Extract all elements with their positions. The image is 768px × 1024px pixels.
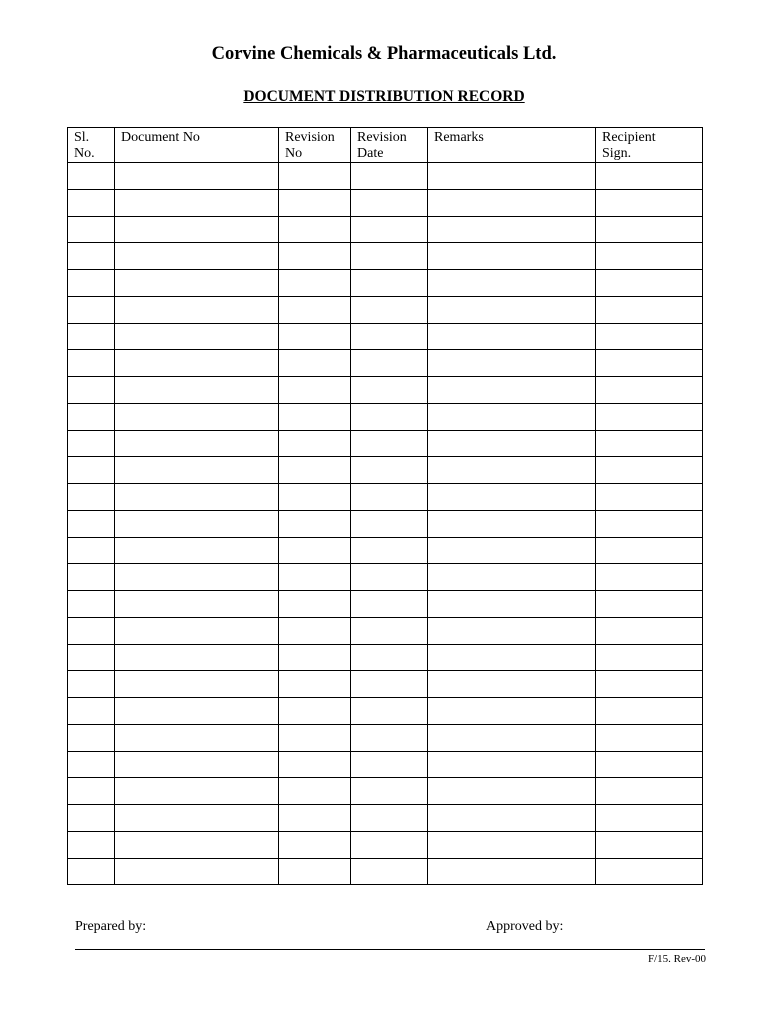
table-cell[interactable] (115, 617, 279, 644)
table-cell[interactable] (596, 698, 703, 725)
column-header-recipient-sign: Recipient Sign. (596, 128, 703, 163)
table-cell[interactable] (68, 724, 115, 751)
table-cell[interactable] (115, 751, 279, 778)
table-cell[interactable] (279, 484, 351, 511)
column-header-revision-no: Revision No (279, 128, 351, 163)
table-cell[interactable] (351, 270, 428, 297)
table-row (68, 430, 703, 457)
table-row (68, 163, 703, 190)
table-cell[interactable] (68, 698, 115, 725)
table-cell[interactable] (115, 510, 279, 537)
table-cell[interactable] (115, 778, 279, 805)
table-row (68, 724, 703, 751)
table-cell[interactable] (115, 270, 279, 297)
table-cell[interactable] (68, 831, 115, 858)
table-cell[interactable] (68, 189, 115, 216)
table-cell[interactable] (68, 671, 115, 698)
table-cell[interactable] (428, 243, 596, 270)
table-row (68, 189, 703, 216)
table-cell[interactable] (596, 296, 703, 323)
table-cell[interactable] (428, 724, 596, 751)
table-cell[interactable] (428, 216, 596, 243)
table-cell[interactable] (68, 778, 115, 805)
column-header-document-no: Document No (115, 128, 279, 163)
table-cell[interactable] (428, 270, 596, 297)
table-cell[interactable] (68, 858, 115, 885)
table-cell[interactable] (351, 831, 428, 858)
table-cell[interactable] (351, 323, 428, 350)
table-cell[interactable] (279, 831, 351, 858)
table-cell[interactable] (115, 189, 279, 216)
table-cell[interactable] (68, 751, 115, 778)
table-cell[interactable] (279, 163, 351, 190)
table-row (68, 350, 703, 377)
table-cell[interactable] (596, 778, 703, 805)
table-cell[interactable] (596, 377, 703, 404)
table-cell[interactable] (279, 805, 351, 832)
table-cell[interactable] (279, 617, 351, 644)
table-cell[interactable] (596, 243, 703, 270)
table-header-row (68, 128, 703, 163)
table-cell[interactable] (351, 189, 428, 216)
table-cell[interactable] (279, 216, 351, 243)
table-cell[interactable] (351, 564, 428, 591)
table-cell[interactable] (115, 564, 279, 591)
table-row (68, 403, 703, 430)
table-cell[interactable] (428, 751, 596, 778)
table-cell[interactable] (115, 644, 279, 671)
table-cell[interactable] (596, 831, 703, 858)
table-cell[interactable] (428, 617, 596, 644)
table-cell[interactable] (428, 778, 596, 805)
table-cell[interactable] (68, 216, 115, 243)
table-cell[interactable] (68, 296, 115, 323)
table-cell[interactable] (279, 377, 351, 404)
table-row (68, 377, 703, 404)
table-cell[interactable] (68, 377, 115, 404)
table-cell[interactable] (351, 644, 428, 671)
table-row (68, 858, 703, 885)
table-cell[interactable] (115, 163, 279, 190)
table-cell[interactable] (351, 617, 428, 644)
table-cell[interactable] (428, 403, 596, 430)
table-cell[interactable] (596, 858, 703, 885)
table-cell[interactable] (596, 751, 703, 778)
table-cell[interactable] (279, 243, 351, 270)
table-cell[interactable] (68, 564, 115, 591)
table-cell[interactable] (68, 430, 115, 457)
table-row (68, 216, 703, 243)
column-header-revision-date: Revision Date (351, 128, 428, 163)
table-row (68, 564, 703, 591)
table-cell[interactable] (279, 350, 351, 377)
table-cell[interactable] (115, 671, 279, 698)
table-cell[interactable] (115, 243, 279, 270)
table-cell[interactable] (115, 296, 279, 323)
table-row (68, 537, 703, 564)
table-cell[interactable] (115, 805, 279, 832)
table-cell[interactable] (596, 403, 703, 430)
table-cell[interactable] (279, 457, 351, 484)
table-cell[interactable] (279, 644, 351, 671)
table-cell[interactable] (596, 189, 703, 216)
table-cell[interactable] (279, 751, 351, 778)
table-cell[interactable] (596, 671, 703, 698)
approved-by-label: Approved by: (486, 919, 564, 934)
table-cell[interactable] (279, 323, 351, 350)
table-cell[interactable] (428, 537, 596, 564)
table-row (68, 698, 703, 725)
table-row (68, 510, 703, 537)
table-cell[interactable] (279, 698, 351, 725)
table-cell[interactable] (279, 510, 351, 537)
table-cell[interactable] (68, 457, 115, 484)
table-cell[interactable] (428, 377, 596, 404)
table-row (68, 243, 703, 270)
table-row (68, 296, 703, 323)
table-cell[interactable] (596, 617, 703, 644)
table-row (68, 831, 703, 858)
table-cell[interactable] (279, 537, 351, 564)
document-title-text: DOCUMENT DISTRIBUTION RECORD (243, 88, 525, 105)
table-row (68, 484, 703, 511)
table-cell[interactable] (428, 564, 596, 591)
table-cell[interactable] (115, 484, 279, 511)
table-cell[interactable] (279, 591, 351, 618)
table-cell[interactable] (428, 671, 596, 698)
company-name: Corvine Chemicals & Pharmaceuticals Ltd. (211, 44, 557, 64)
table-cell[interactable] (115, 350, 279, 377)
table-cell[interactable] (115, 724, 279, 751)
table-cell[interactable] (115, 216, 279, 243)
table-cell[interactable] (596, 270, 703, 297)
table-cell[interactable] (279, 858, 351, 885)
table-cell[interactable] (428, 323, 596, 350)
table-row (68, 778, 703, 805)
table-cell[interactable] (351, 457, 428, 484)
table-cell[interactable] (115, 858, 279, 885)
table-cell[interactable] (596, 323, 703, 350)
table-cell[interactable] (115, 377, 279, 404)
table-cell[interactable] (351, 350, 428, 377)
table-cell[interactable] (68, 243, 115, 270)
table-cell[interactable] (351, 377, 428, 404)
table-cell[interactable] (596, 591, 703, 618)
column-header-remarks: Remarks (428, 128, 596, 163)
table-cell[interactable] (596, 537, 703, 564)
table-cell[interactable] (596, 163, 703, 190)
table-cell[interactable] (115, 430, 279, 457)
table-cell[interactable] (279, 564, 351, 591)
table-cell[interactable] (351, 724, 428, 751)
table-cell[interactable] (115, 323, 279, 350)
table-cell[interactable] (115, 457, 279, 484)
table-cell[interactable] (351, 591, 428, 618)
table-row (68, 323, 703, 350)
table-cell[interactable] (279, 189, 351, 216)
table-cell[interactable] (115, 403, 279, 430)
table-cell[interactable] (596, 724, 703, 751)
table-cell[interactable] (351, 163, 428, 190)
table-cell[interactable] (428, 831, 596, 858)
distribution-record-table (67, 127, 703, 885)
table-cell[interactable] (279, 778, 351, 805)
table-cell[interactable] (351, 216, 428, 243)
table-cell[interactable] (428, 296, 596, 323)
table-row (68, 805, 703, 832)
table-cell[interactable] (351, 403, 428, 430)
column-header-sl-no: Sl. No. (68, 128, 115, 163)
table-row (68, 751, 703, 778)
table-cell[interactable] (68, 805, 115, 832)
form-code: F/15. Rev-00 (647, 953, 706, 965)
table-row (68, 457, 703, 484)
table-cell[interactable] (279, 296, 351, 323)
table-cell[interactable] (68, 350, 115, 377)
footer-divider (75, 949, 705, 950)
table-cell[interactable] (428, 591, 596, 618)
table-cell[interactable] (428, 457, 596, 484)
table-cell[interactable] (428, 858, 596, 885)
table-cell[interactable] (351, 430, 428, 457)
table-body (68, 163, 703, 885)
table-cell[interactable] (428, 698, 596, 725)
table-cell[interactable] (596, 216, 703, 243)
table-cell[interactable] (115, 698, 279, 725)
table-cell[interactable] (68, 537, 115, 564)
table-cell[interactable] (351, 698, 428, 725)
table-cell[interactable] (596, 350, 703, 377)
table-cell[interactable] (596, 805, 703, 832)
table-cell[interactable] (428, 484, 596, 511)
table-cell[interactable] (351, 778, 428, 805)
table-cell[interactable] (279, 403, 351, 430)
document-title (0, 88, 768, 106)
table-cell[interactable] (68, 323, 115, 350)
table-cell[interactable] (115, 537, 279, 564)
table-cell[interactable] (68, 484, 115, 511)
table-cell[interactable] (428, 644, 596, 671)
table-cell[interactable] (351, 243, 428, 270)
table-row (68, 617, 703, 644)
table-cell[interactable] (351, 858, 428, 885)
table-cell[interactable] (596, 510, 703, 537)
table-cell[interactable] (351, 510, 428, 537)
table-cell[interactable] (596, 564, 703, 591)
table-cell[interactable] (68, 403, 115, 430)
table-cell[interactable] (351, 671, 428, 698)
table-cell[interactable] (279, 671, 351, 698)
table-cell[interactable] (428, 510, 596, 537)
table-row (68, 591, 703, 618)
table-cell[interactable] (68, 591, 115, 618)
table-row (68, 644, 703, 671)
table-cell[interactable] (428, 189, 596, 216)
table-cell[interactable] (596, 484, 703, 511)
table-cell[interactable] (596, 430, 703, 457)
table-cell[interactable] (68, 510, 115, 537)
table-cell[interactable] (428, 805, 596, 832)
table-cell[interactable] (351, 296, 428, 323)
table-cell[interactable] (428, 430, 596, 457)
table-cell[interactable] (428, 350, 596, 377)
table-cell[interactable] (68, 163, 115, 190)
table-cell[interactable] (68, 644, 115, 671)
table-cell[interactable] (115, 591, 279, 618)
table-cell[interactable] (279, 724, 351, 751)
table-cell[interactable] (351, 805, 428, 832)
table-cell[interactable] (115, 831, 279, 858)
table-cell[interactable] (596, 644, 703, 671)
table-row (68, 270, 703, 297)
table-cell[interactable] (596, 457, 703, 484)
table-cell[interactable] (428, 163, 596, 190)
table-cell[interactable] (279, 430, 351, 457)
table-cell[interactable] (279, 270, 351, 297)
table-cell[interactable] (351, 537, 428, 564)
table-row (68, 671, 703, 698)
table-cell[interactable] (68, 617, 115, 644)
table-cell[interactable] (351, 751, 428, 778)
prepared-by-label: Prepared by: (75, 919, 147, 934)
table-cell[interactable] (68, 270, 115, 297)
table-cell[interactable] (351, 484, 428, 511)
